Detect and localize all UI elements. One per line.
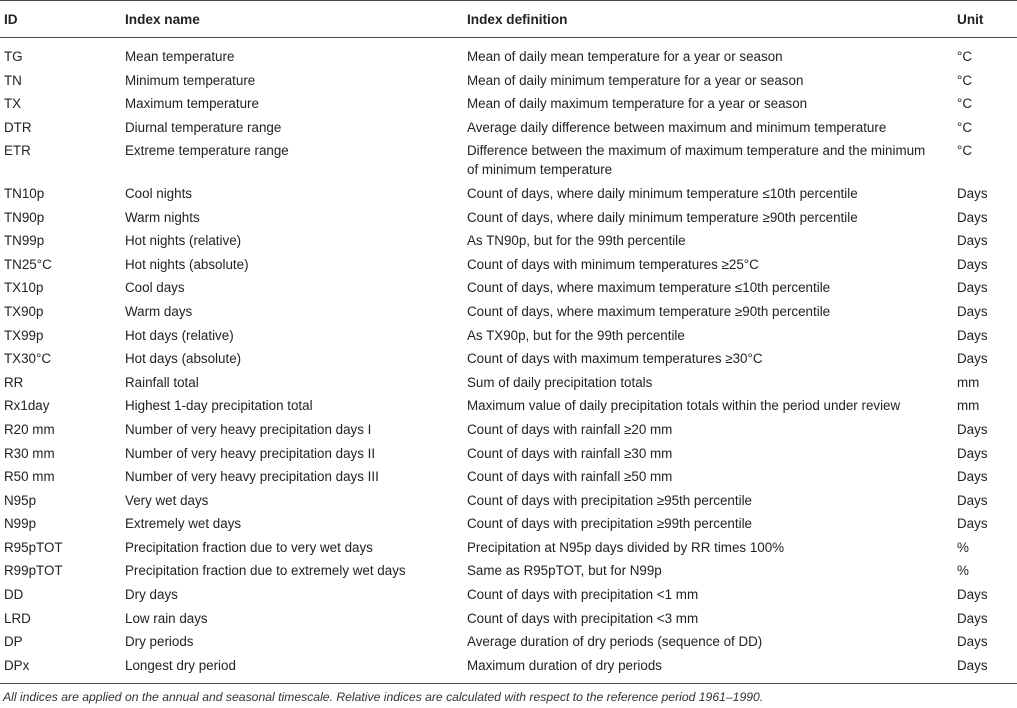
cell-index-name: Extreme temperature range [125,143,289,159]
cell-index-definition: Count of days, where maximum temperature ≤10th percentile [467,280,831,296]
cell-unit: Days [957,421,988,437]
cell-id: TX90p [4,303,44,319]
cell-id: TN10p [4,185,45,201]
cell-index-definition: As TX90p, but for the 99th percentile [467,327,685,343]
table-row [0,465,1017,489]
cell-index-definition: Count of days with precipitation <3 mm [467,610,699,626]
cell-id: R20 mm [4,421,55,437]
cell-unit: Days [957,587,988,603]
table-body [0,38,1017,684]
cell-index-name: Diurnal temperature range [125,119,282,135]
table-footnote: All indices are applied on the annual and seasonal timescale. Relative indices are calculated with respect to the reference period 1961–1990. [3,689,764,704]
cell-id: ETR [4,143,31,159]
cell-index-definition: Count of days, where daily minimum temperature ≤10th percentile [467,185,858,201]
cell-id: LRD [4,610,31,626]
header-index-name: Index name [121,1,463,38]
cell-unit: °C [957,96,973,112]
header-id: ID [0,1,121,38]
cell-id: R50 mm [4,469,55,485]
cell-index-name: Hot days (absolute) [125,351,242,367]
cell-unit: Days [953,654,1017,684]
cell-index-definition: Sum of daily precipitation totals [467,374,653,390]
cell-unit: mm [957,374,980,390]
cell-id: TX10p [4,280,44,296]
table-row [0,512,1017,536]
cell-index-definition: Maximum duration of dry periods [463,654,953,684]
cell-index-definition: Count of days with precipitation <1 mm [467,587,699,603]
cell-index-definition: Count of days with maximum temperatures ≥30°C [467,351,763,367]
cell-index-definition: Mean of daily mean temperature for a year or season [467,49,783,64]
cell-id: RR [4,374,24,390]
cell-id: N95p [4,492,37,508]
cell-unit: Days [957,516,988,532]
cell-index-name: Very wet days [125,492,209,508]
cell-unit: Days [957,634,988,650]
cell-unit: °C [957,72,973,88]
cell-index-name: Highest 1-day precipitation total [125,398,313,414]
cell-id: R95pTOT [4,539,63,555]
table-row [0,559,1017,583]
cell-index-name: Warm nights [125,209,200,225]
cell-index-name: Low rain days [125,610,208,626]
cell-id: TN [4,72,22,88]
cell-index-definition: Count of days with rainfall ≥30 mm [467,445,673,461]
cell-unit: Days [957,280,988,296]
cell-unit: °C [957,49,973,64]
header-unit: Unit [953,1,1017,38]
cell-index-name: Mean temperature [125,49,235,64]
cell-index-definition: Count of days, where maximum temperature ≥90th percentile [467,303,831,319]
table-row [0,276,1017,300]
cell-index-name: Precipitation fraction due to extremely wet days [125,563,406,579]
cell-unit: % [957,563,969,579]
cell-unit: Days [957,469,988,485]
cell-unit: °C [957,143,973,159]
table-row [0,38,1017,69]
cell-index-definition: Difference between the maximum of maximum temperature and the minimum of minimum temperature [467,143,926,178]
cell-index-name: Cool nights [125,185,192,201]
cell-id: R99pTOT [4,563,63,579]
cell-index-name: Cool days [125,280,185,296]
cell-index-definition: Average duration of dry periods (sequence of DD) [467,634,763,650]
cell-unit: Days [957,256,988,272]
table-row [0,206,1017,230]
cell-index-name: Number of very heavy precipitation days III [125,469,379,485]
table-row [0,139,1017,182]
cell-id: TX30°C [4,351,52,367]
cell-index-name: Maximum temperature [125,96,259,112]
cell-id: TG [4,49,23,64]
cell-index-name: Hot nights (absolute) [125,256,249,272]
cell-index-definition: Count of days with rainfall ≥50 mm [467,469,673,485]
cell-index-definition: Count of days with precipitation ≥95th percentile [467,492,752,508]
table-row [0,69,1017,93]
cell-index-definition: Count of days with precipitation ≥99th percentile [467,516,752,532]
cell-id: DP [4,634,23,650]
cell-index-name: Minimum temperature [125,72,256,88]
cell-index-name: Longest dry period [121,654,463,684]
cell-index-name: Rainfall total [125,374,199,390]
cell-id: TN25°C [4,256,52,272]
cell-index-name: Warm days [125,303,193,319]
cell-id: DD [4,587,24,603]
cell-index-name: Dry days [125,587,178,603]
table-row [0,536,1017,560]
table-row [0,300,1017,324]
cell-id: N99p [4,516,37,532]
cell-index-definition: Maximum value of daily precipitation totals within the period under review [467,398,901,414]
cell-index-name: Precipitation fraction due to very wet days [125,539,373,555]
cell-index-definition: Precipitation at N95p days divided by RR times 100% [467,539,785,555]
table-row [0,324,1017,348]
table-row [0,418,1017,442]
cell-id: DTR [4,119,32,135]
table-row [0,229,1017,253]
cell-index-definition: As TN90p, but for the 99th percentile [467,233,686,249]
table-row [0,489,1017,513]
cell-unit: mm [957,398,980,414]
cell-unit: Days [957,185,988,201]
header-row [0,1,1017,38]
table-row [0,607,1017,631]
cell-unit: Days [957,233,988,249]
table-row [0,253,1017,277]
cell-index-definition: Count of days, where daily minimum temperature ≥90th percentile [467,209,858,225]
cell-id: TX99p [4,327,44,343]
cell-unit: Days [957,610,988,626]
cell-index-definition: Average daily difference between maximum and minimum temperature [467,119,887,135]
cell-id: DPx [0,654,121,684]
cell-index-definition: Count of days with minimum temperatures ≥25°C [467,256,759,272]
table-row [0,371,1017,395]
cell-unit: Days [957,303,988,319]
table-row [0,583,1017,607]
cell-unit: Days [957,209,988,225]
table-row [0,394,1017,418]
table-row [0,442,1017,466]
cell-index-definition: Mean of daily maximum temperature for a year or season [467,96,808,112]
cell-unit: % [957,539,969,555]
cell-id: TN90p [4,209,45,225]
cell-unit: °C [957,119,973,135]
table-row [0,116,1017,140]
cell-index-name: Dry periods [125,634,194,650]
cell-index-definition: Count of days with rainfall ≥20 mm [467,421,673,437]
table-row [0,182,1017,206]
table-row [0,347,1017,371]
table-row [0,92,1017,116]
cell-index-definition: Mean of daily minimum temperature for a year or season [467,72,804,88]
cell-id: TN99p [4,233,45,249]
table-header [0,1,1017,38]
cell-index-name: Number of very heavy precipitation days I [125,421,372,437]
cell-index-name: Number of very heavy precipitation days II [125,445,376,461]
header-index-definition: Index definition [463,1,953,38]
cell-id: Rx1day [4,398,50,414]
table-row [0,630,1017,654]
cell-unit: Days [957,351,988,367]
cell-index-definition: Same as R95pTOT, but for N99p [467,563,662,579]
cell-index-name: Extremely wet days [125,516,242,532]
cell-unit: Days [957,327,988,343]
cell-id: TX [4,96,22,112]
table-row [0,654,1017,684]
cell-index-name: Hot nights (relative) [125,233,242,249]
cell-index-name: Hot days (relative) [125,327,234,343]
cell-unit: Days [957,445,988,461]
cell-id: R30 mm [4,445,55,461]
cell-unit: Days [957,492,988,508]
